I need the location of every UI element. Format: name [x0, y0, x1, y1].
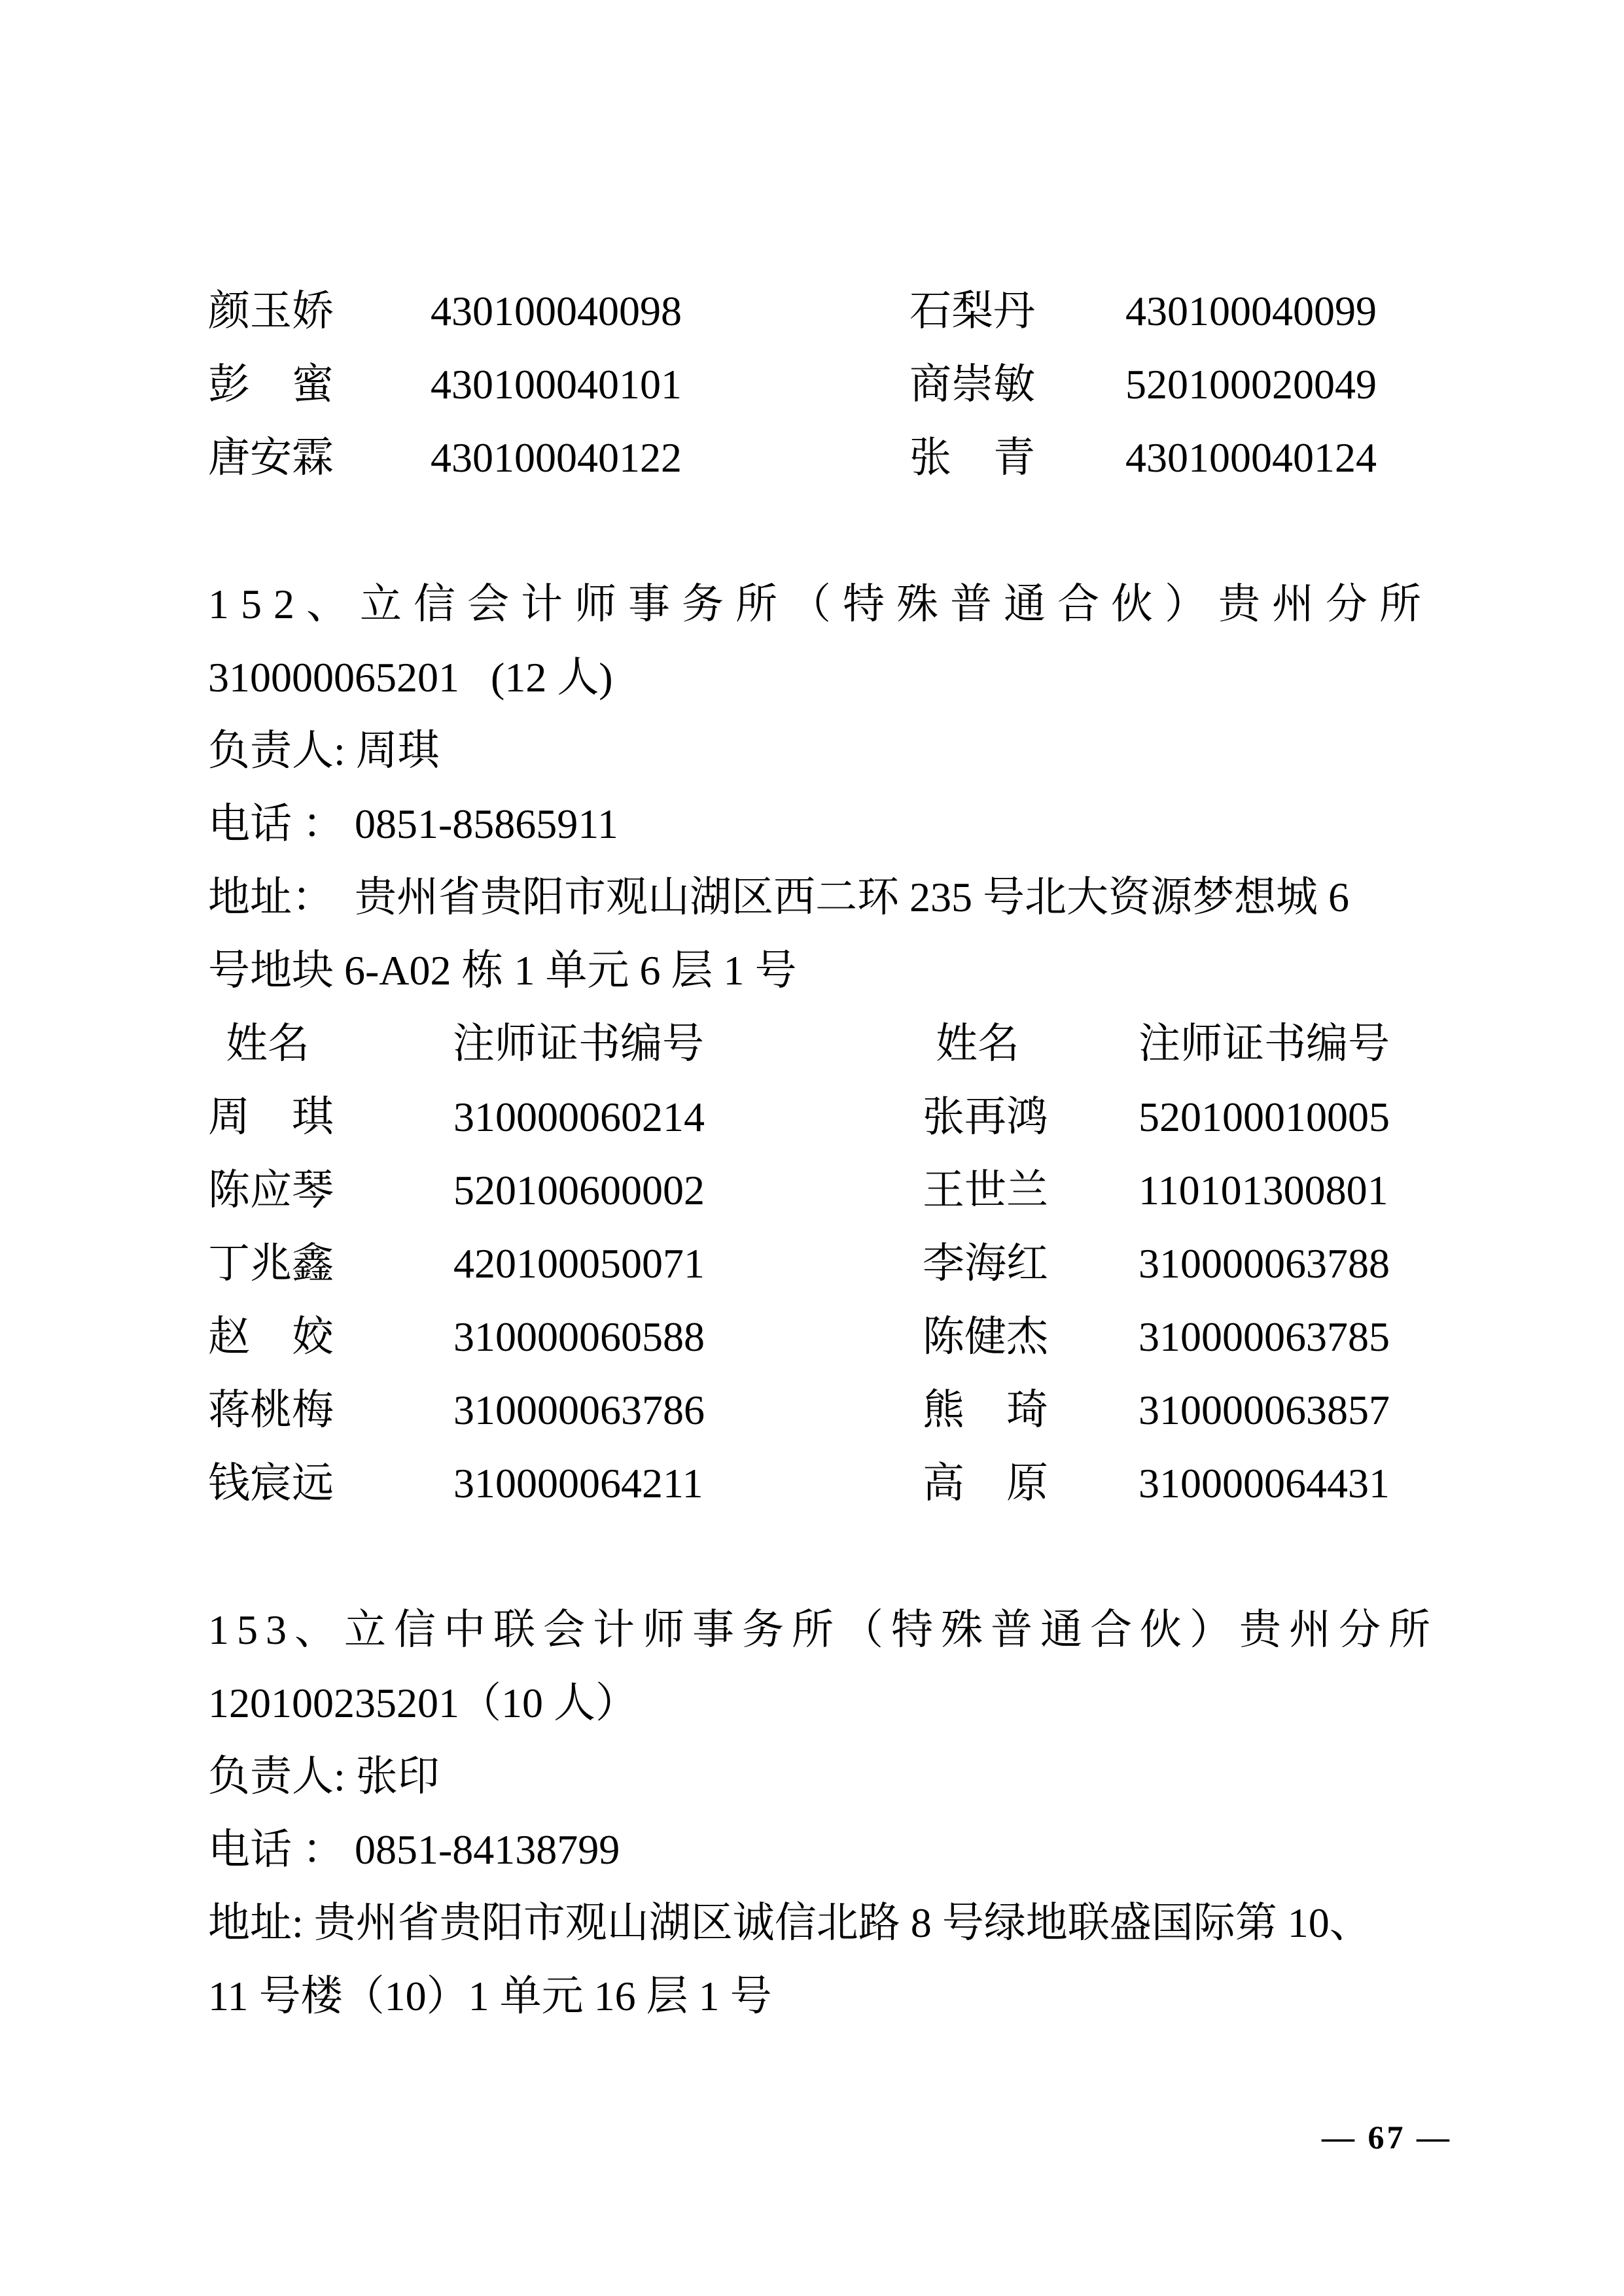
member-name: 赵 姣 — [208, 1313, 334, 1360]
member-name: 颜玉娇 — [208, 288, 334, 334]
table-row — [208, 1300, 1422, 1374]
spacer — [208, 495, 1422, 568]
firm-registration: 120100235201（10 人） — [208, 1680, 637, 1726]
member-name: 李海红 — [923, 1240, 1048, 1287]
member-cert-no: 110101300801 — [1139, 1167, 1388, 1213]
firm-phone: 电话 ： 0851-85865911 — [208, 801, 618, 847]
member-name: 张 青 — [909, 434, 1035, 481]
member-cert-no: 430100040124 — [1125, 434, 1377, 481]
member-name: 丁兆鑫 — [208, 1240, 334, 1287]
firm-title: 153、立信中联会计师事务所（特殊普通合伙）贵州分所 — [208, 1607, 1438, 1653]
firm-registration: 310000065201 (12 人) — [208, 654, 613, 701]
member-name: 陈应琴 — [208, 1167, 334, 1213]
member-cert-no: 310000063785 — [1139, 1313, 1390, 1360]
member-cert-no: 310000060214 — [453, 1094, 705, 1140]
table-header-name: 姓名 — [226, 1020, 309, 1067]
table-row — [208, 1081, 1422, 1154]
firm-address-line2: 11 号楼（10）1 单元 16 层 1 号 — [208, 1973, 772, 2019]
table-header-name: 姓名 — [936, 1020, 1019, 1067]
table-row — [208, 1447, 1422, 1520]
member-cert-no: 520100600002 — [453, 1167, 705, 1213]
member-cert-no: 430100040099 — [1125, 288, 1377, 334]
member-cert-no: 310000063788 — [1139, 1240, 1390, 1287]
member-name: 陈健杰 — [923, 1313, 1048, 1360]
table-row — [208, 1154, 1422, 1227]
member-name: 王世兰 — [923, 1167, 1048, 1213]
firm-address-line2: 号地块 6-A02 栋 1 单元 6 层 1 号 — [208, 947, 797, 994]
member-name: 周 琪 — [208, 1094, 334, 1140]
member-name: 钱宸远 — [208, 1460, 334, 1506]
table-row — [208, 275, 1422, 348]
table-header-row — [208, 1007, 1422, 1081]
member-cert-no: 420100050071 — [453, 1240, 705, 1287]
member-name: 蒋桃梅 — [208, 1387, 334, 1433]
firm-phone: 电话 ： 0851-84138799 — [208, 1826, 620, 1873]
page-number: — 67 — — [1322, 2119, 1452, 2155]
member-cert-no: 310000064211 — [453, 1460, 703, 1506]
member-cert-no: 310000060588 — [453, 1313, 705, 1360]
firm-address-line1: 地址： 贵州省贵阳市观山湖区西二环 235 号北大资源梦想城 6 — [208, 874, 1349, 920]
table-row — [208, 1227, 1422, 1300]
member-name: 唐安霖 — [208, 434, 334, 481]
table-row — [208, 1374, 1422, 1447]
table-header-cert: 注师证书编号 — [453, 1020, 704, 1067]
table-row — [208, 348, 1422, 421]
firm-address-line1: 地址: 贵州省贵阳市观山湖区诚信北路 8 号绿地联盛国际第 10、 — [208, 1900, 1371, 1946]
table-header-cert: 注师证书编号 — [1139, 1020, 1390, 1067]
member-name: 石梨丹 — [909, 288, 1035, 334]
spacer — [208, 1520, 1422, 1593]
firm-leader: 负责人: 张印 — [208, 1753, 440, 1800]
member-name: 熊 琦 — [923, 1387, 1048, 1433]
page-content — [208, 275, 1438, 2033]
member-name: 彭 蜜 — [208, 361, 334, 408]
member-cert-no: 430100040122 — [431, 434, 682, 481]
member-cert-no: 520100010005 — [1139, 1094, 1390, 1140]
member-cert-no: 520100020049 — [1125, 361, 1377, 408]
member-cert-no: 430100040101 — [431, 361, 682, 408]
member-cert-no: 310000063857 — [1139, 1387, 1390, 1433]
member-name: 高 原 — [923, 1460, 1048, 1506]
member-name: 商崇敏 — [909, 361, 1035, 408]
member-cert-no: 430100040098 — [431, 288, 682, 334]
member-cert-no: 310000063786 — [453, 1387, 705, 1433]
member-cert-no: 310000064431 — [1139, 1460, 1390, 1506]
member-name: 张再鸿 — [923, 1094, 1048, 1140]
table-row — [208, 421, 1422, 495]
firm-leader: 负责人: 周琪 — [208, 727, 440, 774]
firm-title: 152、立信会计师事务所（特殊普通合伙）贵州分所 — [208, 581, 1433, 627]
